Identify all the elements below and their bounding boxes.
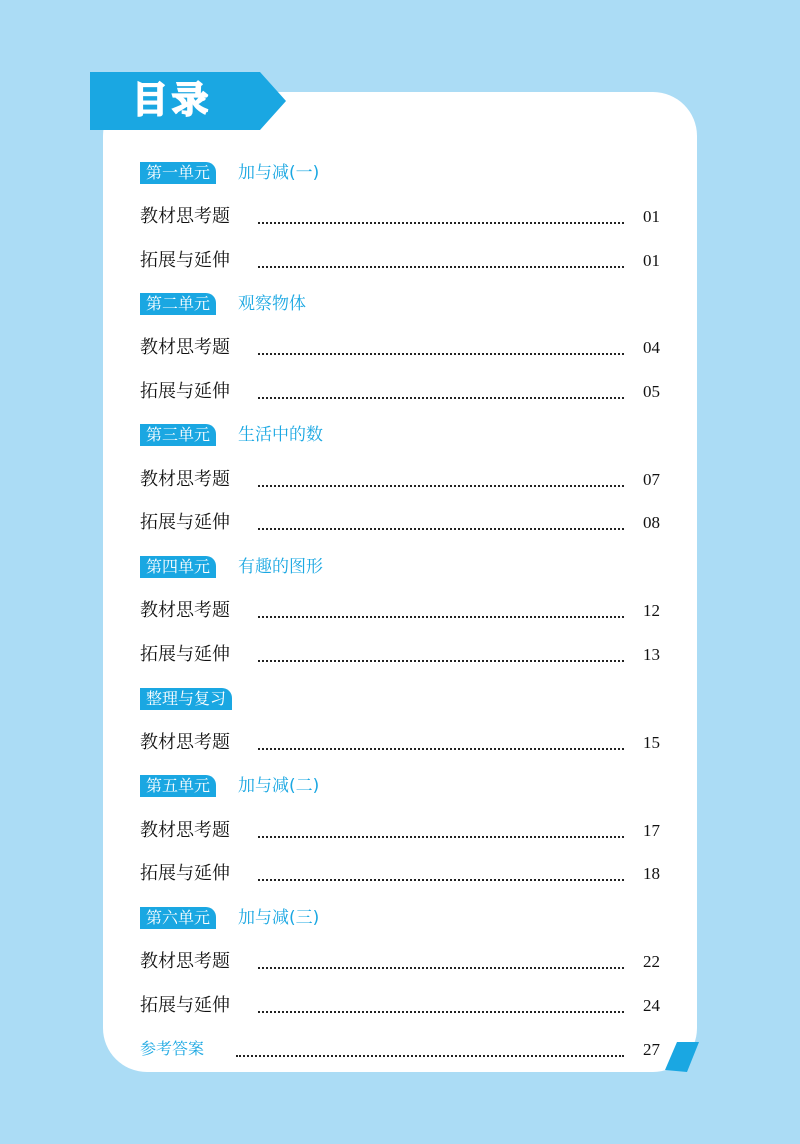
unit-tag: 第四单元 (140, 556, 216, 578)
entry-label: 教材思考题 (140, 600, 230, 621)
toc-entry[interactable] (140, 860, 660, 888)
toc-entry[interactable] (140, 378, 660, 406)
unit-tag: 整理与复习 (140, 688, 232, 710)
entry-label: 拓展与延伸 (140, 995, 230, 1016)
entry-page: 17 (643, 821, 660, 840)
entry-label: 教材思考题 (140, 732, 230, 753)
entry-label: 拓展与延伸 (140, 512, 230, 533)
dot-leader (258, 836, 624, 838)
unit-heading-4 (140, 554, 660, 582)
unit-tag: 第一单元 (140, 162, 216, 184)
toc-entry[interactable] (140, 466, 660, 494)
answers-label: 参考答案 (140, 1039, 205, 1058)
entry-label: 教材思考题 (140, 951, 230, 972)
toc-entry[interactable] (140, 992, 660, 1020)
entry-page: 05 (643, 382, 660, 401)
toc-entry[interactable] (140, 334, 660, 362)
entry-label: 拓展与延伸 (140, 863, 230, 884)
toc-entry-answers[interactable] (140, 1036, 660, 1064)
dot-leader (258, 222, 624, 224)
entry-page: 12 (643, 601, 660, 620)
dot-leader (258, 1011, 624, 1013)
unit-heading-6 (140, 905, 660, 933)
unit-heading-3 (140, 422, 660, 450)
dot-leader (236, 1055, 624, 1057)
toc-entry[interactable] (140, 597, 660, 625)
toc-entry[interactable] (140, 247, 660, 275)
dot-leader (258, 879, 624, 881)
unit-title: 加与减(三) (238, 908, 320, 928)
dot-leader (258, 528, 624, 530)
unit-tag: 第三单元 (140, 424, 216, 446)
unit-tag: 第六单元 (140, 907, 216, 929)
dot-leader (258, 266, 624, 268)
toc-entry[interactable] (140, 509, 660, 537)
entry-page: 24 (643, 996, 660, 1015)
unit-title: 有趣的图形 (238, 557, 323, 577)
entry-label: 拓展与延伸 (140, 381, 230, 402)
entry-page: 22 (643, 952, 660, 971)
toc-entry[interactable] (140, 203, 660, 231)
entry-page: 01 (643, 251, 660, 270)
unit-tag: 第五单元 (140, 775, 216, 797)
entry-label: 教材思考题 (140, 337, 230, 358)
unit-title: 观察物体 (238, 294, 306, 314)
entry-label: 教材思考题 (140, 206, 230, 227)
entry-page: 07 (643, 470, 660, 489)
unit-heading-5 (140, 773, 660, 801)
toc-entry[interactable] (140, 948, 660, 976)
toc-entry[interactable] (140, 641, 660, 669)
unit-tag: 第二单元 (140, 293, 216, 315)
entry-label: 教材思考题 (140, 820, 230, 841)
unit-title: 生活中的数 (238, 425, 323, 445)
dot-leader (258, 353, 624, 355)
dot-leader (258, 485, 624, 487)
entry-label: 拓展与延伸 (140, 250, 230, 271)
toc-entry[interactable] (140, 729, 660, 757)
entry-page: 15 (643, 733, 660, 752)
toc-entry[interactable] (140, 817, 660, 845)
dot-leader (258, 748, 624, 750)
entry-label: 教材思考题 (140, 469, 230, 490)
entry-page: 27 (643, 1040, 660, 1059)
unit-heading-2 (140, 291, 660, 319)
entry-page: 01 (643, 207, 660, 226)
review-heading (140, 686, 660, 714)
dot-leader (258, 616, 624, 618)
page-title: 目录 (132, 80, 213, 121)
unit-title: 加与减(一) (238, 163, 320, 183)
dot-leader (258, 660, 624, 662)
dot-leader (258, 397, 624, 399)
unit-heading-1 (140, 160, 660, 188)
entry-page: 08 (643, 513, 660, 532)
entry-label: 拓展与延伸 (140, 644, 230, 665)
entry-page: 04 (643, 338, 660, 357)
dot-leader (258, 967, 624, 969)
unit-title: 加与减(二) (238, 776, 320, 796)
toc-banner (90, 72, 286, 130)
page-corner-fold-icon (665, 1042, 699, 1072)
entry-page: 13 (643, 645, 660, 664)
entry-page: 18 (643, 864, 660, 883)
